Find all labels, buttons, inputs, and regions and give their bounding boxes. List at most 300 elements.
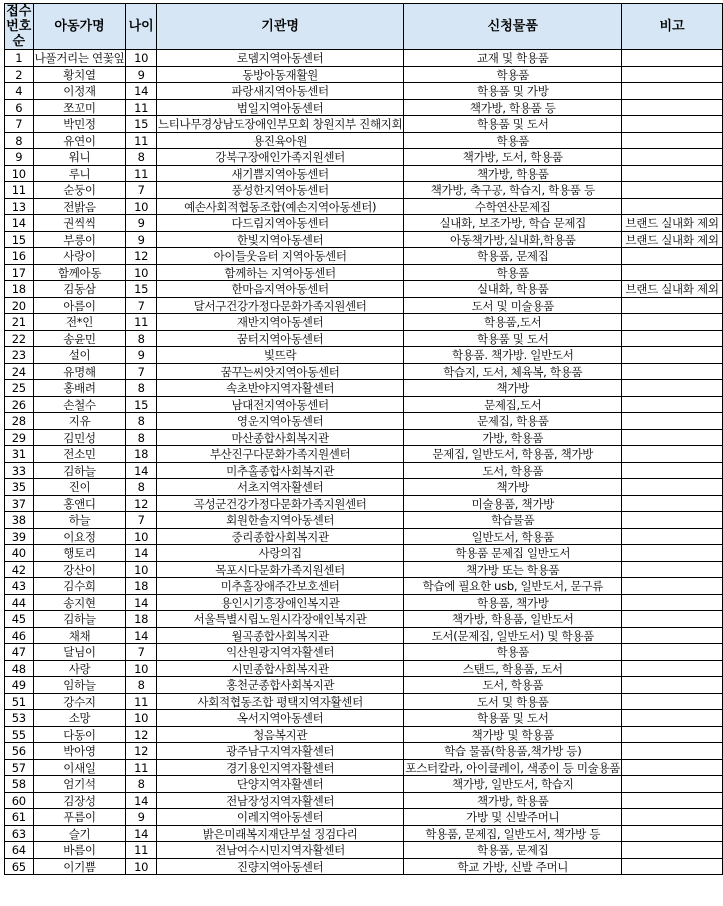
cell-remarks: [622, 628, 723, 644]
cell-receipt-number: 39: [5, 529, 34, 545]
cell-remarks: [622, 331, 723, 347]
cell-remarks: [622, 67, 723, 83]
cell-remarks: [622, 793, 723, 809]
cell-receipt-number: 20: [5, 298, 34, 314]
cell-age: 9: [126, 232, 156, 248]
cell-age: 11: [126, 694, 156, 710]
table-row: [5, 496, 723, 512]
header-row: [5, 4, 723, 50]
cell-age: 10: [126, 199, 156, 215]
cell-remarks: [622, 199, 723, 215]
table-row: [5, 430, 723, 446]
table-row: [5, 215, 723, 232]
cell-requested-items: 학용품, 문제집: [404, 248, 622, 265]
cell-receipt-number: 51: [5, 694, 34, 710]
cell-requested-items: 스탠드, 학용품, 도서: [404, 661, 622, 677]
cell-remarks: [622, 512, 723, 529]
cell-child-alias: 푸름이: [33, 809, 126, 826]
cell-requested-items: 미술용품, 책가방: [404, 496, 622, 512]
cell-organization: 밝은미래복지재단부설 징검다리: [156, 826, 404, 842]
cell-requested-items: 문제집, 학용품: [404, 413, 622, 430]
cell-child-alias: 부릉이: [33, 232, 126, 248]
cell-child-alias: 쪼꼬미: [33, 100, 126, 116]
cell-requested-items: 학용품 문제집 일반도서: [404, 545, 622, 562]
cell-age: 15: [126, 397, 156, 413]
cell-receipt-number: 55: [5, 727, 34, 743]
cell-child-alias: 김수희: [33, 578, 126, 595]
cell-child-alias: 황치열: [33, 67, 126, 83]
table-row: [5, 628, 723, 644]
table-row: [5, 529, 723, 545]
cell-age: 18: [126, 446, 156, 463]
cell-organization: 전남여수시민지역자활센터: [156, 842, 404, 859]
table-row: [5, 644, 723, 661]
cell-receipt-number: 16: [5, 248, 34, 265]
cell-receipt-number: 4: [5, 83, 34, 100]
cell-child-alias: 워니: [33, 149, 126, 166]
cell-organization: 서울특별시립노원시각장애인복지관: [156, 611, 404, 628]
cell-remarks: [622, 776, 723, 793]
cell-organization: 진량지역아동센터: [156, 859, 404, 875]
cell-child-alias: 김하늘: [33, 463, 126, 479]
table-body: [5, 50, 723, 875]
cell-organization: 중리종합사회복지관: [156, 529, 404, 545]
cell-age: 14: [126, 595, 156, 611]
cell-organization: 이레지역아동센터: [156, 809, 404, 826]
cell-requested-items: 학교 가방, 신발 주머니: [404, 859, 622, 875]
cell-remarks: [622, 842, 723, 859]
cell-requested-items: 학용품, 책가방: [404, 595, 622, 611]
cell-age: 10: [126, 710, 156, 727]
cell-organization: 파랑새지역아동센터: [156, 83, 404, 100]
cell-receipt-number: 17: [5, 265, 34, 281]
table-row: [5, 545, 723, 562]
cell-remarks: [622, 578, 723, 595]
cell-receipt-number: 21: [5, 314, 34, 331]
cell-remarks: [622, 644, 723, 661]
cell-organization: 한마음지역아동센터: [156, 281, 404, 298]
cell-child-alias: 하늘: [33, 512, 126, 529]
cell-organization: 예손사회적협동조합(예손지역아동센터): [156, 199, 404, 215]
table-row: [5, 694, 723, 710]
cell-requested-items: 도서 및 학용품: [404, 694, 622, 710]
cell-organization: 남대전지역아동센터: [156, 397, 404, 413]
cell-remarks: [622, 149, 723, 166]
cell-remarks: [622, 314, 723, 331]
cell-child-alias: 유명해: [33, 364, 126, 380]
cell-age: 8: [126, 413, 156, 430]
cell-organization: 재반지역아동센터: [156, 314, 404, 331]
cell-child-alias: 달님이: [33, 644, 126, 661]
cell-organization: 부산진구다문화가족지원센터: [156, 446, 404, 463]
cell-receipt-number: 11: [5, 182, 34, 199]
cell-requested-items: 책가방: [404, 479, 622, 496]
cell-age: 9: [126, 67, 156, 83]
table-row: [5, 661, 723, 677]
table-row: [5, 199, 723, 215]
cell-organization: 강북구장애인가족지원센터: [156, 149, 404, 166]
cell-receipt-number: 57: [5, 760, 34, 776]
cell-child-alias: 사랑이: [33, 248, 126, 265]
table-row: [5, 166, 723, 182]
cell-remarks: [622, 496, 723, 512]
cell-receipt-number: 8: [5, 133, 34, 149]
cell-requested-items: 학용품, 문제집, 일반도서, 책가방 등: [404, 826, 622, 842]
cell-receipt-number: 56: [5, 743, 34, 760]
cell-receipt-number: 31: [5, 446, 34, 463]
cell-remarks: [622, 380, 723, 397]
cell-remarks: [622, 529, 723, 545]
cell-remarks: [622, 430, 723, 446]
table-row: [5, 512, 723, 529]
cell-requested-items: 학용품 및 도서: [404, 331, 622, 347]
table-row: [5, 595, 723, 611]
cell-child-alias: 엄기석: [33, 776, 126, 793]
cell-receipt-number: 58: [5, 776, 34, 793]
table-row: [5, 809, 723, 826]
cell-receipt-number: 28: [5, 413, 34, 430]
cell-remarks: [622, 83, 723, 100]
table-row: [5, 100, 723, 116]
table-row: [5, 677, 723, 694]
cell-receipt-number: 18: [5, 281, 34, 298]
table-row: [5, 265, 723, 281]
table-row: [5, 67, 723, 83]
cell-organization: 함께하는 지역아동센터: [156, 265, 404, 281]
cell-child-alias: 함께아동: [33, 265, 126, 281]
cell-remarks: [622, 446, 723, 463]
cell-organization: 속초반야지역자활센터: [156, 380, 404, 397]
table-row: [5, 793, 723, 809]
cell-age: 18: [126, 611, 156, 628]
table-row: [5, 776, 723, 793]
cell-organization: 광주남구지역자활센터: [156, 743, 404, 760]
cell-requested-items: 문제집, 일반도서, 학용품, 책가방: [404, 446, 622, 463]
cell-remarks: [622, 545, 723, 562]
cell-receipt-number: 65: [5, 859, 34, 875]
table-row: [5, 710, 723, 727]
cell-remarks: [622, 182, 723, 199]
cell-requested-items: 책가방, 학용품: [404, 166, 622, 182]
cell-child-alias: 임하늘: [33, 677, 126, 694]
cell-remarks: [622, 116, 723, 133]
cell-requested-items: 책가방 또는 학용품: [404, 562, 622, 578]
table-row: [5, 364, 723, 380]
table-row: [5, 727, 723, 743]
cell-age: 7: [126, 364, 156, 380]
cell-receipt-number: 22: [5, 331, 34, 347]
cell-age: 11: [126, 842, 156, 859]
cell-age: 10: [126, 661, 156, 677]
cell-organization: 풍성한지역아동센터: [156, 182, 404, 199]
cell-remarks: [622, 661, 723, 677]
cell-requested-items: 학습 물품(학용품,책가방 등): [404, 743, 622, 760]
cell-organization: 서초지역자활센터: [156, 479, 404, 496]
cell-age: 7: [126, 298, 156, 314]
cell-remarks: [622, 248, 723, 265]
cell-requested-items: 책가방, 도서, 학용품: [404, 149, 622, 166]
cell-receipt-number: 60: [5, 793, 34, 809]
request-table: [4, 3, 723, 875]
table-row: [5, 562, 723, 578]
cell-remarks: [622, 562, 723, 578]
cell-age: 14: [126, 826, 156, 842]
cell-organization: 미추홀종합사회복지관: [156, 463, 404, 479]
table-row: [5, 463, 723, 479]
cell-organization: 홍천군종합사회복지관: [156, 677, 404, 694]
cell-age: 10: [126, 50, 156, 67]
header-receipt-number: [5, 4, 34, 50]
cell-organization: 경기용인지역자활센터: [156, 760, 404, 776]
cell-child-alias: 홍앤디: [33, 496, 126, 512]
cell-remarks: [622, 397, 723, 413]
cell-child-alias: 유연이: [33, 133, 126, 149]
cell-remarks: [622, 364, 723, 380]
cell-requested-items: 가방, 학용품: [404, 430, 622, 446]
cell-receipt-number: 37: [5, 496, 34, 512]
cell-age: 14: [126, 793, 156, 809]
cell-remarks: [622, 760, 723, 776]
cell-age: 12: [126, 496, 156, 512]
table-row: [5, 149, 723, 166]
cell-organization: 전남장성지역자활센터: [156, 793, 404, 809]
cell-requested-items: 책가방, 학용품: [404, 793, 622, 809]
cell-remarks: 브랜드 실내화 제외: [622, 232, 723, 248]
table-row: [5, 826, 723, 842]
cell-age: 10: [126, 265, 156, 281]
cell-age: 11: [126, 100, 156, 116]
cell-age: 8: [126, 677, 156, 694]
cell-age: 8: [126, 380, 156, 397]
cell-age: 9: [126, 347, 156, 364]
cell-age: 14: [126, 628, 156, 644]
cell-child-alias: 소망: [33, 710, 126, 727]
header-remarks: 비고: [622, 4, 723, 50]
cell-organization: 용인시기흥장애인복지관: [156, 595, 404, 611]
cell-age: 11: [126, 760, 156, 776]
header-child-alias: 아동가명: [33, 4, 126, 50]
header-receipt-number-line2: 번호순: [6, 19, 32, 49]
cell-requested-items: 수학연산문제집: [404, 199, 622, 215]
header-organization: 기관명: [156, 4, 404, 50]
cell-receipt-number: 23: [5, 347, 34, 364]
cell-organization: 단양지역자활센터: [156, 776, 404, 793]
cell-requested-items: 아동책가방,실내화,학용품: [404, 232, 622, 248]
cell-receipt-number: 42: [5, 562, 34, 578]
cell-age: 7: [126, 644, 156, 661]
table-row: [5, 182, 723, 199]
cell-receipt-number: 43: [5, 578, 34, 595]
cell-receipt-number: 14: [5, 215, 34, 232]
cell-remarks: [622, 710, 723, 727]
cell-remarks: [622, 677, 723, 694]
cell-organization: 목포시다문화가족지원센터: [156, 562, 404, 578]
cell-requested-items: 학용품 및 도서: [404, 710, 622, 727]
cell-receipt-number: 53: [5, 710, 34, 727]
cell-requested-items: 학용품: [404, 67, 622, 83]
cell-remarks: [622, 727, 723, 743]
cell-requested-items: 학용품: [404, 133, 622, 149]
cell-requested-items: 학용품, 문제집: [404, 842, 622, 859]
cell-remarks: [622, 809, 723, 826]
cell-age: 9: [126, 215, 156, 232]
cell-receipt-number: 63: [5, 826, 34, 842]
cell-child-alias: 이기쁨: [33, 859, 126, 875]
table-row: [5, 611, 723, 628]
cell-organization: 다드림지역아동센터: [156, 215, 404, 232]
cell-requested-items: 문제집,도서: [404, 397, 622, 413]
table-row: [5, 314, 723, 331]
cell-child-alias: 채채: [33, 628, 126, 644]
cell-remarks: [622, 413, 723, 430]
cell-child-alias: 손철수: [33, 397, 126, 413]
cell-requested-items: 책가방, 학용품, 일반도서: [404, 611, 622, 628]
cell-child-alias: 이요정: [33, 529, 126, 545]
cell-requested-items: 학용품,도서: [404, 314, 622, 331]
cell-remarks: [622, 133, 723, 149]
cell-remarks: [622, 826, 723, 842]
cell-requested-items: 학습지, 도서, 체육복, 학용품: [404, 364, 622, 380]
cell-organization: 빛뜨락: [156, 347, 404, 364]
cell-child-alias: 강수지: [33, 694, 126, 710]
cell-child-alias: 지유: [33, 413, 126, 430]
cell-requested-items: 학용품: [404, 265, 622, 281]
cell-remarks: [622, 298, 723, 314]
cell-receipt-number: 45: [5, 611, 34, 628]
cell-age: 15: [126, 116, 156, 133]
cell-child-alias: 설이: [33, 347, 126, 364]
cell-child-alias: 순둥이: [33, 182, 126, 199]
cell-child-alias: 김장성: [33, 793, 126, 809]
cell-requested-items: 실내화, 보조가방, 학습 문제집: [404, 215, 622, 232]
cell-age: 11: [126, 133, 156, 149]
cell-remarks: [622, 479, 723, 496]
cell-organization: 용진육아원: [156, 133, 404, 149]
cell-age: 11: [126, 314, 156, 331]
cell-receipt-number: 47: [5, 644, 34, 661]
cell-age: 18: [126, 578, 156, 595]
cell-remarks: 브랜드 실내화 제외: [622, 281, 723, 298]
cell-age: 12: [126, 727, 156, 743]
table-row: [5, 50, 723, 67]
cell-receipt-number: 26: [5, 397, 34, 413]
cell-organization: 한빛지역아동센터: [156, 232, 404, 248]
table-row: [5, 413, 723, 430]
cell-receipt-number: 61: [5, 809, 34, 826]
cell-organization: 아이들웃음터 지역아동센터: [156, 248, 404, 265]
cell-organization: 새기쁨지역아동센터: [156, 166, 404, 182]
cell-remarks: [622, 463, 723, 479]
cell-child-alias: 홍배려: [33, 380, 126, 397]
cell-organization: 마산종합사회복지관: [156, 430, 404, 446]
cell-receipt-number: 44: [5, 595, 34, 611]
table-row: [5, 479, 723, 496]
table-row: [5, 397, 723, 413]
cell-remarks: [622, 50, 723, 67]
table-row: [5, 578, 723, 595]
cell-child-alias: 바름이: [33, 842, 126, 859]
cell-age: 11: [126, 166, 156, 182]
table-row: [5, 232, 723, 248]
cell-remarks: 브랜드 실내화 제외: [622, 215, 723, 232]
cell-child-alias: 전소민: [33, 446, 126, 463]
cell-requested-items: 도서, 학용품: [404, 463, 622, 479]
cell-organization: 동방아동재활원: [156, 67, 404, 83]
cell-receipt-number: 9: [5, 149, 34, 166]
table-row: [5, 380, 723, 397]
cell-remarks: [622, 859, 723, 875]
cell-age: 14: [126, 83, 156, 100]
cell-remarks: [622, 743, 723, 760]
cell-receipt-number: 29: [5, 430, 34, 446]
cell-receipt-number: 33: [5, 463, 34, 479]
cell-requested-items: 도서, 학용품: [404, 677, 622, 694]
table-row: [5, 83, 723, 100]
table-row: [5, 760, 723, 776]
cell-age: 14: [126, 463, 156, 479]
cell-organization: 옥서지역아동센터: [156, 710, 404, 727]
cell-receipt-number: 6: [5, 100, 34, 116]
cell-organization: 느티나무경상남도장애인부모회 창원지부 진해지회: [157, 117, 403, 131]
cell-organization: 월곡종합사회복지관: [156, 628, 404, 644]
cell-requested-items: 학용품 및 가방: [404, 83, 622, 100]
cell-requested-items: 가방 및 신발주머니: [404, 809, 622, 826]
cell-child-alias: 이새일: [33, 760, 126, 776]
cell-requested-items: 학용품: [404, 644, 622, 661]
cell-remarks: [622, 347, 723, 364]
cell-organization: 사회적협동조합 평택지역자활센터: [156, 694, 404, 710]
cell-receipt-number: 2: [5, 67, 34, 83]
cell-remarks: [622, 595, 723, 611]
cell-age: 8: [126, 149, 156, 166]
cell-receipt-number: 46: [5, 628, 34, 644]
header-requested-items: 신청물품: [404, 4, 622, 50]
cell-requested-items: 책가방: [404, 380, 622, 397]
cell-requested-items: 책가방, 축구공, 학습지, 학용품 등: [404, 182, 622, 199]
cell-age: 8: [126, 331, 156, 347]
table-row: [5, 446, 723, 463]
cell-requested-items: 학용품. 책가방. 일반도서: [404, 347, 622, 364]
cell-receipt-number: 64: [5, 842, 34, 859]
cell-organization: 회원한솔지역아동센터: [156, 512, 404, 529]
cell-child-alias: 권씩씩: [33, 215, 126, 232]
table-row: [5, 743, 723, 760]
cell-organization: 꿈터지역아동센터: [156, 331, 404, 347]
cell-age: 7: [126, 512, 156, 529]
cell-child-alias: 김동삼: [33, 281, 126, 298]
cell-receipt-number: 49: [5, 677, 34, 694]
cell-requested-items: 학습물품: [404, 512, 622, 529]
cell-age: 12: [126, 743, 156, 760]
cell-requested-items: 실내화, 학용품: [404, 281, 622, 298]
cell-requested-items: 도서(문제집, 일반도서) 및 학용품: [404, 628, 622, 644]
cell-age: 10: [126, 562, 156, 578]
cell-age: 10: [126, 859, 156, 875]
cell-organization: 시민종합사회복지관: [156, 661, 404, 677]
cell-requested-items: 학습에 필요한 usb, 일반도서, 문구류: [404, 578, 622, 595]
cell-organization: 사랑의집: [156, 545, 404, 562]
cell-child-alias: 박아영: [33, 743, 126, 760]
cell-child-alias: 송윤민: [33, 331, 126, 347]
table-row: [5, 248, 723, 265]
cell-requested-items: 책가방, 학용품 등: [404, 100, 622, 116]
cell-requested-items: 책가방, 일반도서, 학습지: [404, 776, 622, 793]
cell-remarks: [622, 100, 723, 116]
cell-remarks: [622, 694, 723, 710]
table-row: [5, 133, 723, 149]
cell-child-alias: 나풀거리는 연꽃잎: [34, 51, 125, 65]
cell-requested-items: 교재 및 학용품: [404, 50, 622, 67]
